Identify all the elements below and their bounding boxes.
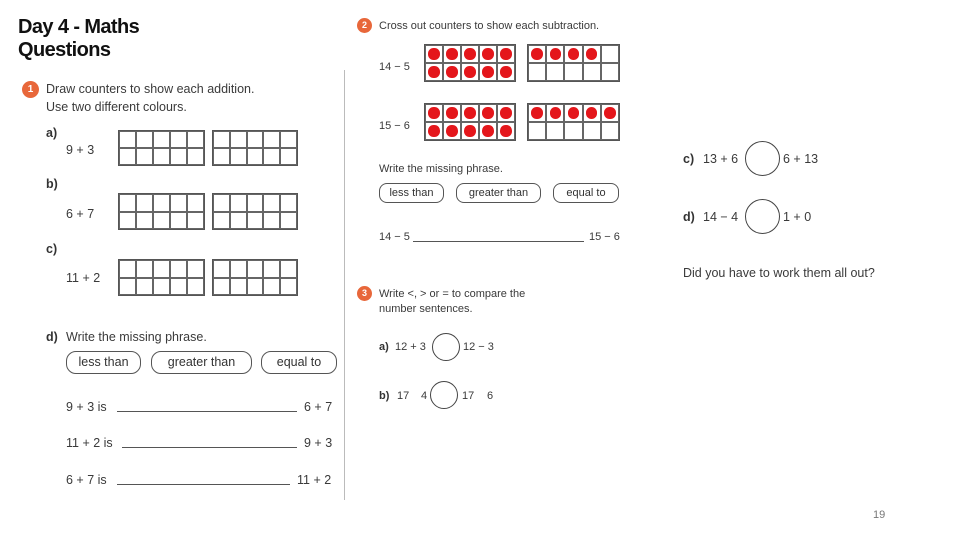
q1-instruction-line2: Use two different colours. (46, 100, 187, 114)
q1a-ten-frame-1[interactable] (118, 130, 205, 166)
ten-frame-cell[interactable] (263, 260, 280, 278)
ten-frame-cell[interactable] (230, 148, 247, 165)
red-counter[interactable] (446, 107, 457, 118)
ten-frame-cell[interactable] (153, 148, 170, 165)
q3b-mid: 4 (421, 390, 428, 402)
ten-frame-cell[interactable] (153, 212, 170, 230)
red-counter[interactable] (604, 107, 615, 118)
ten-frame-cell[interactable] (479, 45, 497, 63)
ten-frame-cell[interactable] (528, 45, 546, 63)
q2-phrase-greater-than: greater than (456, 183, 541, 203)
ten-frame-cell[interactable] (443, 45, 461, 63)
ten-frame-cell[interactable] (213, 148, 230, 165)
red-counter[interactable] (550, 107, 561, 118)
q4d-left: 14 − 4 (703, 210, 739, 224)
ten-frame-cell[interactable] (461, 45, 479, 63)
page-title (18, 16, 139, 62)
q1-instruction-line1: Draw counters to show each addition. (46, 82, 255, 96)
ten-frame-cell[interactable] (601, 122, 619, 140)
ten-frame-cell[interactable] (247, 194, 264, 212)
ten-frame-cell[interactable] (136, 212, 153, 230)
ten-frame-cell[interactable] (230, 131, 247, 148)
ten-frame-cell[interactable] (170, 260, 187, 278)
ten-frame-cell[interactable] (461, 122, 479, 140)
ten-frame-cell[interactable] (213, 194, 230, 212)
red-counter[interactable] (500, 66, 511, 77)
q2-row2-ten-frame-1[interactable] (424, 103, 516, 141)
ten-frame-cell[interactable] (187, 148, 204, 165)
ten-frame-cell[interactable] (564, 104, 582, 122)
ten-frame-cell[interactable] (583, 45, 601, 63)
ten-frame-cell[interactable] (280, 148, 297, 165)
ten-frame-cell[interactable] (280, 194, 297, 212)
ten-frame-cell[interactable] (170, 131, 187, 148)
ten-frame-cell[interactable] (497, 45, 515, 63)
red-counter[interactable] (500, 48, 511, 59)
q3-instruction-line2: number sentences. (379, 303, 473, 315)
q1d-label: d) (46, 330, 58, 344)
ten-frame-cell[interactable] (153, 260, 170, 278)
ten-frame-cell[interactable] (213, 131, 230, 148)
q2-compare-right: 15 − 6 (589, 231, 620, 243)
q3b-label: b) (379, 390, 390, 402)
ten-frame-cell[interactable] (136, 148, 153, 165)
ten-frame-cell[interactable] (425, 104, 443, 122)
ten-frame-cell[interactable] (497, 122, 515, 140)
q1c-ten-frame-2[interactable] (212, 259, 298, 296)
question-1-badge: 1 (22, 81, 39, 98)
q4d-compare-circle[interactable] (745, 199, 780, 234)
ten-frame-cell[interactable] (187, 260, 204, 278)
red-counter[interactable] (464, 66, 475, 77)
q3b-right: 17 (462, 390, 475, 402)
question-2-badge: 2 (357, 18, 372, 33)
ten-frame-cell[interactable] (247, 131, 264, 148)
q1a-ten-frame-2[interactable] (212, 130, 298, 166)
q1-row3-left: 6 + 7 is (66, 473, 107, 487)
ten-frame-cell[interactable] (461, 104, 479, 122)
red-counter[interactable] (482, 107, 493, 118)
q1-row2-right: 9 + 3 (304, 436, 333, 450)
red-counter[interactable] (500, 125, 511, 136)
q1-row1-answer-line[interactable] (117, 411, 297, 412)
ten-frame-cell[interactable] (119, 278, 136, 296)
ten-frame-cell[interactable] (546, 63, 564, 81)
ten-frame-cell[interactable] (601, 63, 619, 81)
q3a-left: 12 + 3 (395, 341, 426, 353)
q2-instruction: Cross out counters to show each subtraction. (379, 20, 600, 32)
ten-frame-cell[interactable] (443, 104, 461, 122)
page-title-line2: Questions (18, 39, 111, 61)
ten-frame-cell[interactable] (213, 278, 230, 296)
q1-row3-right: 11 + 2 (297, 473, 332, 487)
ten-frame-cell[interactable] (263, 131, 280, 148)
ten-frame-cell[interactable] (497, 104, 515, 122)
q1c-ten-frame-1[interactable] (118, 259, 205, 296)
ten-frame-cell[interactable] (280, 131, 297, 148)
red-counter[interactable] (482, 48, 493, 59)
q2-row2-ten-frame-2[interactable] (527, 103, 620, 141)
q1-phrase-greater-than: greater than (151, 351, 252, 374)
ten-frame-cell[interactable] (601, 45, 619, 63)
ten-frame-cell[interactable] (136, 194, 153, 212)
ten-frame-cell[interactable] (601, 104, 619, 122)
page-title-line1: Day 4 - Maths (18, 16, 140, 38)
question-3-badge: 3 (357, 286, 372, 301)
ten-frame-cell[interactable] (583, 104, 601, 122)
q1b-label: b) (46, 177, 58, 191)
q3a-compare-circle[interactable] (432, 333, 460, 361)
ten-frame-cell[interactable] (187, 278, 204, 296)
q3a-right: 12 − 3 (463, 341, 494, 353)
ten-frame-cell[interactable] (153, 194, 170, 212)
q1c-label: c) (46, 242, 58, 256)
red-counter[interactable] (482, 66, 493, 77)
ten-frame-cell[interactable] (213, 260, 230, 278)
q1-row2-answer-line[interactable] (122, 447, 297, 448)
q1-row1-right: 6 + 7 (304, 400, 333, 414)
ten-frame-cell[interactable] (119, 194, 136, 212)
ten-frame-cell[interactable] (119, 260, 136, 278)
ten-frame-cell[interactable] (443, 122, 461, 140)
page-number: 19 (873, 509, 886, 521)
ten-frame-cell[interactable] (136, 131, 153, 148)
ten-frame-cell[interactable] (425, 45, 443, 63)
ten-frame-cell[interactable] (230, 260, 247, 278)
ten-frame-cell[interactable] (528, 122, 546, 140)
ten-frame-cell[interactable] (119, 148, 136, 165)
ten-frame-cell[interactable] (170, 212, 187, 230)
red-counter[interactable] (482, 125, 493, 136)
ten-frame-cell[interactable] (425, 122, 443, 140)
ten-frame-cell[interactable] (187, 131, 204, 148)
ten-frame-cell[interactable] (564, 45, 582, 63)
q1-row2-left: 11 + 2 is (66, 436, 113, 450)
ten-frame-cell[interactable] (546, 45, 564, 63)
ten-frame-cell[interactable] (136, 278, 153, 296)
red-counter[interactable] (568, 107, 579, 118)
ten-frame-cell[interactable] (528, 63, 546, 81)
ten-frame-cell[interactable] (564, 63, 582, 81)
q1c-sum: 11 + 2 (66, 271, 101, 285)
q2-missing-phrase-instruction: Write the missing phrase. (379, 163, 503, 175)
red-counter[interactable] (446, 48, 457, 59)
red-counter[interactable] (428, 125, 439, 136)
q4c-compare-circle[interactable] (745, 141, 780, 176)
q1a-label: a) (46, 126, 58, 140)
q2-phrase-less-than: less than (379, 183, 444, 203)
q2-compare-answer-line[interactable] (413, 241, 584, 242)
ten-frame-cell[interactable] (497, 63, 515, 81)
ten-frame-cell[interactable] (425, 63, 443, 81)
ten-frame-cell[interactable] (247, 260, 264, 278)
ten-frame-cell[interactable] (153, 278, 170, 296)
ten-frame-cell[interactable] (583, 63, 601, 81)
q2-row1-ten-frame-1[interactable] (424, 44, 516, 82)
red-counter[interactable] (531, 48, 542, 59)
q1-row3-answer-line[interactable] (117, 484, 290, 485)
q1-phrase-equal-to: equal to (261, 351, 337, 374)
ten-frame-cell[interactable] (119, 131, 136, 148)
ten-frame-cell[interactable] (479, 104, 497, 122)
ten-frame-cell[interactable] (247, 148, 264, 165)
q2-compare-left: 14 − 5 (379, 231, 410, 243)
q3b-end: 6 (487, 390, 494, 402)
red-counter[interactable] (586, 107, 597, 118)
ten-frame-cell[interactable] (461, 63, 479, 81)
q2-row1-ten-frame-2[interactable] (527, 44, 620, 82)
red-counter[interactable] (464, 125, 475, 136)
ten-frame-cell[interactable] (247, 212, 264, 230)
q4d-label: d) (683, 210, 695, 224)
red-counter[interactable] (446, 66, 457, 77)
q1a-sum: 9 + 3 (66, 143, 95, 157)
ten-frame-cell[interactable] (263, 278, 280, 296)
red-counter[interactable] (586, 48, 597, 59)
ten-frame-cell[interactable] (119, 212, 136, 230)
ten-frame-cell[interactable] (546, 122, 564, 140)
red-counter[interactable] (464, 48, 475, 59)
q3b-left: 17 (397, 390, 410, 402)
red-counter[interactable] (531, 107, 542, 118)
q3b-compare-circle[interactable] (430, 381, 458, 409)
q4c-label: c) (683, 152, 695, 166)
column-divider (344, 70, 345, 500)
q1-phrase-less-than: less than (66, 351, 141, 374)
ten-frame-cell[interactable] (564, 122, 582, 140)
q4c-right: 6 + 13 (783, 152, 819, 166)
q4d-right: 1 + 0 (783, 210, 812, 224)
q2-row2-label: 15 − 6 (379, 120, 410, 132)
ten-frame-cell[interactable] (170, 194, 187, 212)
ten-frame-cell[interactable] (170, 278, 187, 296)
ten-frame-cell[interactable] (230, 194, 247, 212)
ten-frame-cell[interactable] (280, 260, 297, 278)
red-counter[interactable] (428, 66, 439, 77)
ten-frame-cell[interactable] (263, 194, 280, 212)
red-counter[interactable] (428, 107, 439, 118)
q1b-sum: 6 + 7 (66, 207, 95, 221)
red-counter[interactable] (568, 48, 579, 59)
ten-frame-cell[interactable] (528, 104, 546, 122)
red-counter[interactable] (464, 107, 475, 118)
ten-frame-cell[interactable] (443, 63, 461, 81)
ten-frame-cell[interactable] (479, 122, 497, 140)
ten-frame-cell[interactable] (187, 212, 204, 230)
q1-row1-left: 9 + 3 is (66, 400, 107, 414)
ten-frame-cell[interactable] (187, 194, 204, 212)
ten-frame-cell[interactable] (263, 212, 280, 230)
red-counter[interactable] (550, 48, 561, 59)
q3a-label: a) (379, 341, 389, 353)
red-counter[interactable] (500, 107, 511, 118)
q2-row1-label: 14 − 5 (379, 61, 410, 73)
ten-frame-cell[interactable] (280, 278, 297, 296)
ten-frame-cell[interactable] (136, 260, 153, 278)
q4c-left: 13 + 6 (703, 152, 739, 166)
red-counter[interactable] (446, 125, 457, 136)
ten-frame-cell[interactable] (230, 278, 247, 296)
q1b-ten-frame-2[interactable] (212, 193, 298, 230)
ten-frame-cell[interactable] (479, 63, 497, 81)
ten-frame-cell[interactable] (213, 212, 230, 230)
ten-frame-cell[interactable] (263, 148, 280, 165)
ten-frame-cell[interactable] (546, 104, 564, 122)
ten-frame-cell[interactable] (153, 131, 170, 148)
q3-instruction-line1: Write <, > or = to compare the (379, 288, 526, 300)
ten-frame-cell[interactable] (247, 278, 264, 296)
ten-frame-cell[interactable] (230, 212, 247, 230)
q1d-instruction: Write the missing phrase. (66, 330, 207, 344)
ten-frame-cell[interactable] (170, 148, 187, 165)
red-counter[interactable] (428, 48, 439, 59)
q2-phrase-equal-to: equal to (553, 183, 619, 203)
ten-frame-cell[interactable] (583, 122, 601, 140)
q1b-ten-frame-1[interactable] (118, 193, 205, 230)
q4-question: Did you have to work them all out? (683, 266, 875, 280)
ten-frame-cell[interactable] (280, 212, 297, 230)
